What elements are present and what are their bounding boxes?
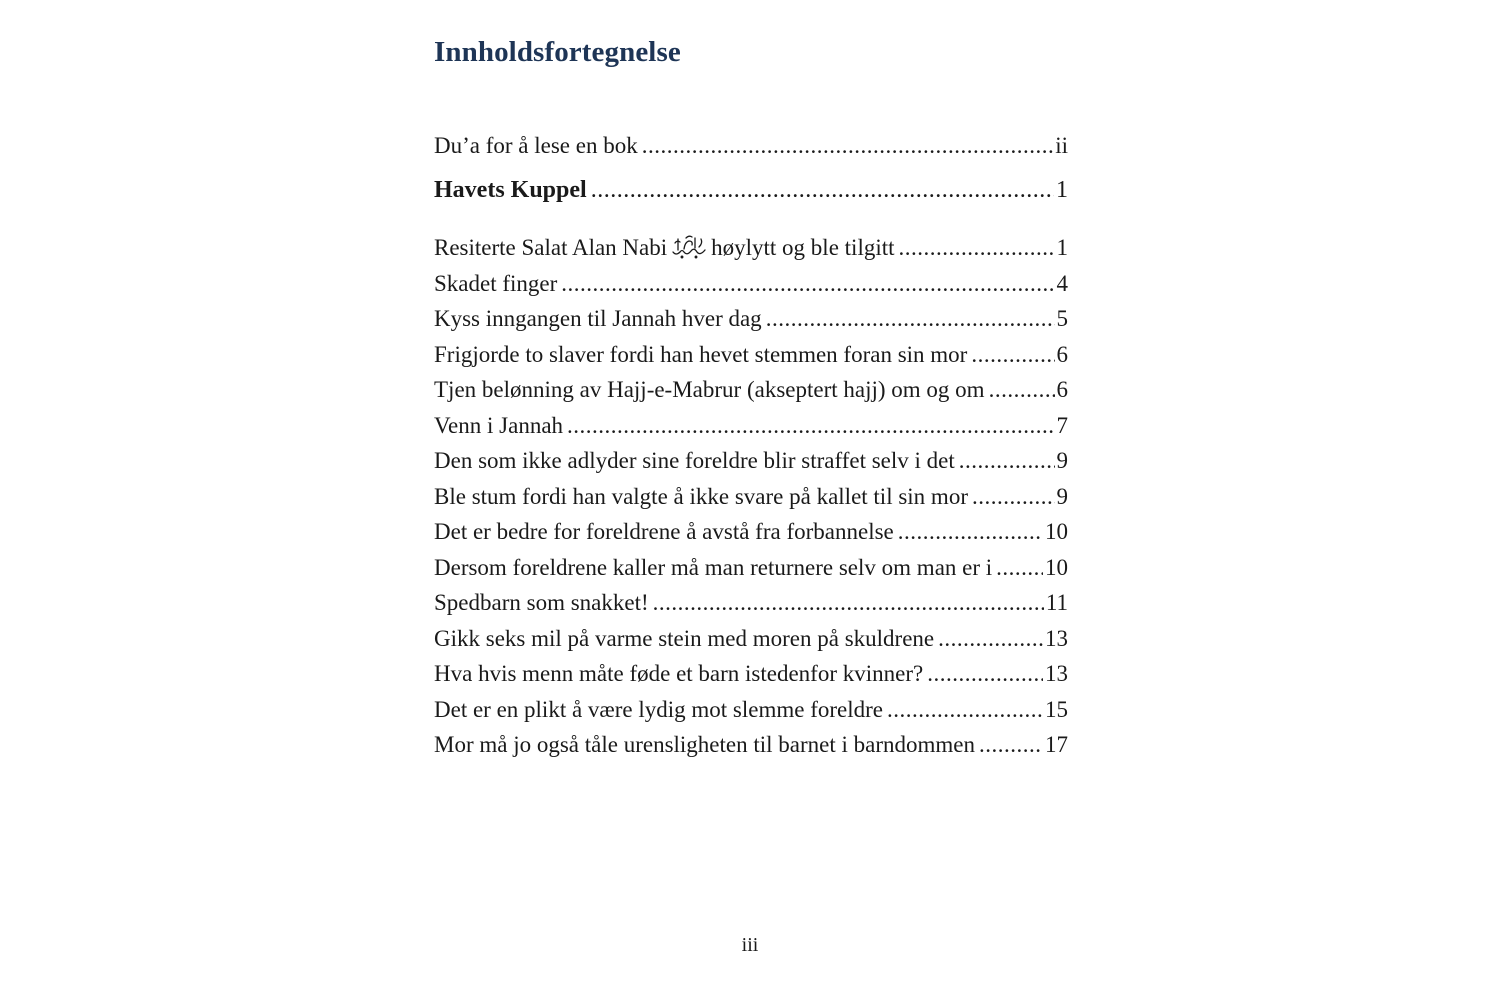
toc-entry-title: Det er en plikt å være lydig mot slemme foreldre [434, 696, 884, 722]
toc-entry-title: Den som ikke adlyder sine foreldre blir straffet selv i det [434, 448, 955, 473]
toc-page-ref: 5 [1056, 306, 1068, 331]
dot-leader [989, 372, 1055, 408]
dot-leader [887, 692, 1043, 728]
toc-page-ref: 13 [1045, 625, 1068, 651]
dot-leader [561, 266, 1054, 302]
toc-entry-intro[interactable] [434, 128, 1068, 164]
dot-leader [642, 128, 1053, 164]
toc-entry[interactable] [434, 337, 1068, 373]
toc-entry-title: Kyss inngangen til Jannah hver dag [434, 306, 762, 331]
toc-entry-title [434, 230, 895, 266]
toc-entry-salawat[interactable] [434, 230, 1068, 266]
table-of-contents [434, 128, 1068, 763]
dot-leader [959, 443, 1055, 479]
toc-page-ref: 1 [1056, 176, 1068, 203]
toc-page-ref: 13 [1045, 661, 1068, 686]
toc-entry[interactable] [434, 550, 1068, 586]
dot-leader [972, 479, 1055, 515]
toc-page-ref: 1 [1056, 235, 1068, 260]
toc-chapter-title: Havets Kuppel [434, 176, 587, 203]
toc-entry-title: Spedbarn som snakket! [434, 590, 649, 615]
dot-leader [979, 727, 1043, 763]
toc-page-ref: 6 [1056, 377, 1068, 402]
dot-leader [899, 230, 1055, 266]
toc-entry-title: Tjen belønning av Hajj-e-Mabrur (akseptert hajj) om og om [434, 377, 985, 402]
toc-page-ref: 10 [1045, 519, 1068, 544]
toc-entry[interactable] [434, 621, 1068, 657]
toc-entry[interactable] [434, 301, 1068, 337]
toc-entry-title: Skadet finger [434, 270, 558, 296]
toc-page-ref: 7 [1056, 412, 1068, 438]
dot-leader [591, 173, 1054, 209]
dot-leader [996, 550, 1043, 586]
dot-leader [938, 621, 1043, 657]
dot-leader [971, 337, 1054, 373]
toc-entry-title: Hva hvis menn måte føde et barn istedenfor kvinner? [434, 661, 924, 686]
toc-entry[interactable] [434, 692, 1068, 728]
toc-entry[interactable] [434, 585, 1068, 621]
toc-entry-title: Venn i Jannah [434, 412, 564, 438]
toc-entry-title: Dersom foreldrene kaller må man returnere selv om man er i [434, 554, 993, 580]
toc-page-ref: 9 [1056, 483, 1068, 509]
toc-entry-title: Det er bedre for foreldrene å avstå fra forbannelse [434, 519, 894, 544]
toc-entry-title-after: høylytt og ble tilgitt [711, 235, 895, 260]
page-number: iii [741, 934, 759, 956]
toc-entry-title: Ble stum fordi han valgte å ikke svare på kallet til sin mor [434, 483, 968, 509]
toc-entry-title: Mor må jo også tåle urensligheten til barnet i barndommen [434, 732, 975, 757]
toc-entry-title-before: Resiterte Salat Alan Nabi [434, 235, 668, 260]
toc-page-ref: 10 [1045, 554, 1068, 580]
toc-entry[interactable] [434, 443, 1068, 479]
toc-page-ref: 6 [1056, 341, 1068, 367]
toc-entry[interactable] [434, 266, 1068, 302]
toc-page-ref: 9 [1056, 448, 1068, 473]
toc-entry[interactable] [434, 408, 1068, 444]
toc-page-ref: 11 [1045, 590, 1068, 615]
dot-leader [766, 301, 1055, 337]
toc-entry[interactable] [434, 656, 1068, 692]
toc-entry[interactable] [434, 372, 1068, 408]
toc-page-ref: 15 [1045, 696, 1068, 722]
toc-entry[interactable] [434, 479, 1068, 515]
dot-leader [898, 514, 1043, 550]
toc-entry-title: Gikk seks mil på varme stein med moren på skuldrene [434, 625, 935, 651]
toc-entry-title: Du’a for å lese en bok [434, 133, 638, 158]
toc-entry[interactable] [434, 727, 1068, 763]
salawat-calligraphy-icon [670, 233, 708, 259]
toc-entry-title: Frigjorde to slaver fordi han hevet stemmen foran sin mor [434, 341, 968, 367]
dot-leader [567, 408, 1054, 444]
toc-entry[interactable] [434, 514, 1068, 550]
dot-leader [653, 585, 1044, 621]
toc-page-ref: ii [1055, 133, 1068, 158]
toc-page-ref: 4 [1056, 270, 1068, 296]
toc-page-ref: 17 [1045, 732, 1068, 757]
dot-leader [927, 656, 1043, 692]
page-title: Innholdsfortegnelse [434, 36, 681, 68]
toc-chapter-heading[interactable] [434, 173, 1068, 209]
